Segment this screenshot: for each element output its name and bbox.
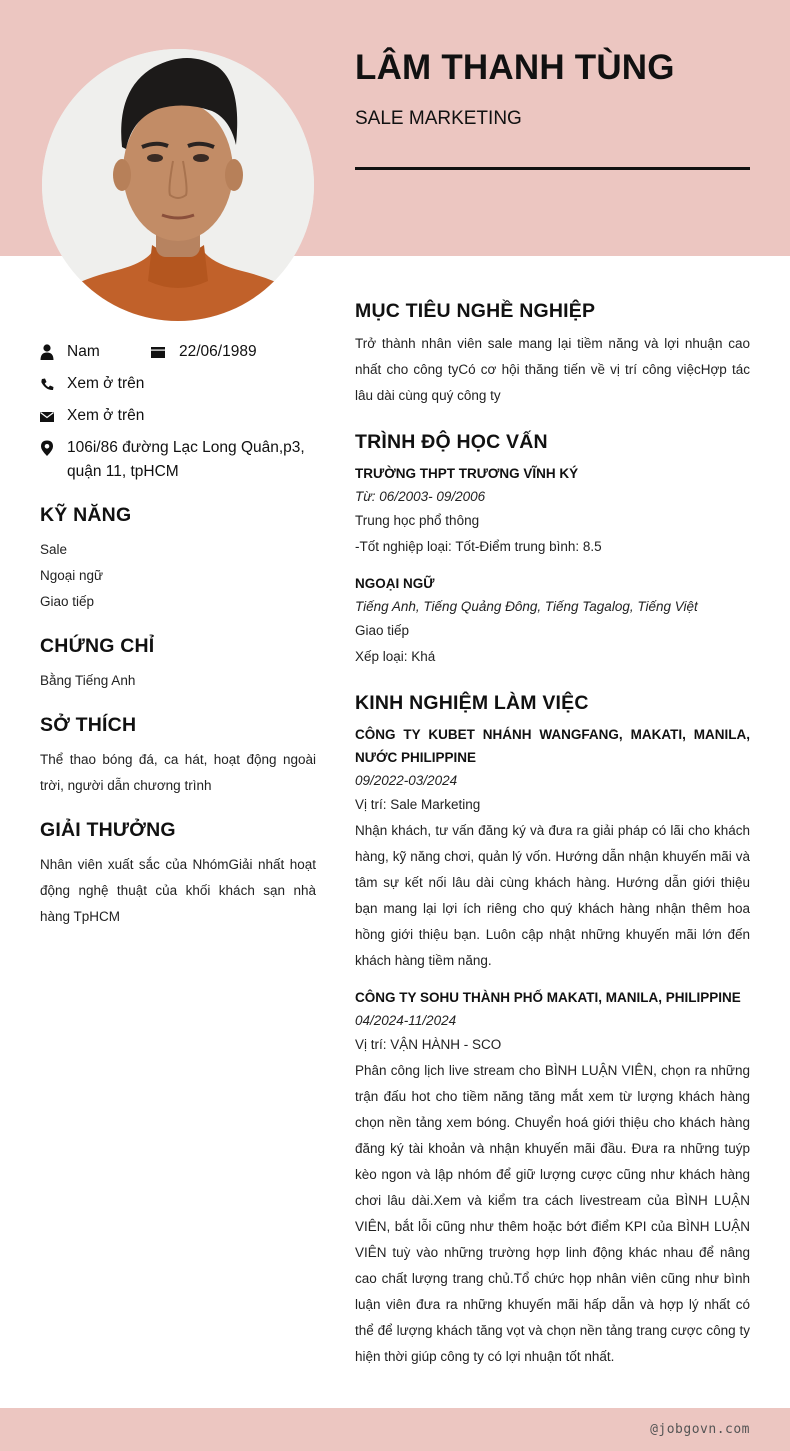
education-heading: TRÌNH ĐỘ HỌC VẤN bbox=[355, 431, 548, 453]
gender bbox=[40, 340, 150, 364]
email-text: Xem ở trên bbox=[67, 407, 145, 424]
skill-item: Sale bbox=[40, 542, 68, 557]
email bbox=[40, 404, 316, 428]
hobbies-text: Thể thao bóng đá, ca hát, hoạt động ngoài trời, người dẫn chương trình bbox=[40, 752, 316, 793]
birthday bbox=[150, 340, 257, 364]
gender-text: Nam bbox=[67, 343, 100, 360]
objective-text: Trở thành nhân viên sale mang lại tiềm năng và lợi nhuận cao nhất cho công tyCó cơ hội thăng tiến về vị trí công việcHợp tác lâu dài cùng quý công ty bbox=[355, 336, 750, 403]
address bbox=[40, 436, 316, 484]
certificate-item: Bằng Tiếng Anh bbox=[40, 673, 136, 688]
company-name: CÔNG TY KUBET NHÁNH WANGFANG, MAKATI, MANILA, NƯỚC PHILIPPINE bbox=[355, 727, 750, 765]
candidate-name: LÂM THANH TÙNG bbox=[355, 48, 675, 87]
hobbies-heading: SỞ THÍCH bbox=[40, 714, 137, 736]
birthday-text: 22/06/1989 bbox=[179, 343, 257, 360]
right-column bbox=[355, 300, 750, 1392]
objective-section bbox=[355, 300, 750, 409]
phone-text: Xem ở trên bbox=[67, 375, 145, 392]
experience-description: Nhận khách, tư vấn đăng ký và đưa ra giải pháp có lãi cho khách hàng, kỹ năng chơi, quản lý vốn. Hướng dẫn nhận khuyến mãi và tâm sự kết nối lâu dài cùng khách hàng. Hướng dẫn giới thiệu bạn mang lại lợi ích riêng cho quý khách hàng nhận thêm hoa hồng giới thiệu bạn. Luôn cập nhật những khuyến mãi lớn đến khách hàng tiềm năng. bbox=[355, 823, 750, 968]
experience-position: Vị trí: Sale Marketing bbox=[355, 797, 481, 812]
envelope-icon bbox=[40, 408, 54, 424]
skills-list bbox=[40, 537, 316, 615]
experience-entry bbox=[355, 986, 750, 1370]
avatar-portrait bbox=[42, 49, 314, 321]
awards-heading: GIẢI THƯỞNG bbox=[40, 819, 176, 841]
education-section bbox=[355, 431, 750, 670]
awards-text: Nhân viên xuất sắc của NhómGiải nhất hoạt động nghệ thuật của khối khách sạn nhà hàng TpHCM bbox=[40, 857, 316, 924]
experience-period: 04/2024-11/2024 bbox=[355, 1013, 457, 1028]
job-title: SALE MARKETING bbox=[355, 108, 522, 129]
education-period: Từ: 06/2003- 09/2006 bbox=[355, 489, 486, 504]
calendar-icon bbox=[150, 344, 166, 360]
experience-position: Vị trí: VẬN HÀNH - SCO bbox=[355, 1037, 502, 1052]
school-name: TRƯỜNG THPT TRƯƠNG VĨNH KÝ bbox=[355, 466, 579, 481]
skills-heading: KỸ NĂNG bbox=[40, 504, 132, 526]
title-divider bbox=[355, 167, 750, 170]
address-text: 106i/86 đường Lạc Long Quân,p3, quận 11, tpHCM bbox=[67, 439, 305, 480]
left-column bbox=[40, 340, 316, 930]
experience-description: Phân công lịch live stream cho BÌNH LUẬN VIÊN, chọn ra những trận đấu hot cho tiềm năng tăng mắt xem từ lượng khách hàng chọn nền tảng xem bóng. Chuyển hoá giới thiệu cho khách hàng đăng ký tài khoản và nhận khuyến mãi đầu. Đưa ra những tuýp kèo ngon và lập nhóm để giữ lượng cược cũng như khách hàng chơi lâu dài.Xem và kiểm tra cách livestream của BÌNH LUẬN VIÊN, bắt lỗi cũng như thêm hoặc bớt điểm KPI của BÌNH LUẬN VIÊN tuỳ vào những trường hợp linh động khác nhau để nâng cao chất lượng trang chủ.Tổ chức họp nhân viên cũng như bình luận viên đưa ra những khuyến mãi hấp dẫn và hợp lý nhất có thể để lượng khách tăng vọt và chọn nền tảng trang cược công ty hiện thời giúp công ty có lợi nhuận tốt nhất. bbox=[355, 1063, 750, 1364]
education-entry bbox=[355, 462, 750, 560]
education-line: Giao tiếp bbox=[355, 623, 410, 638]
language-heading: NGOẠI NGỮ bbox=[355, 576, 435, 591]
experience-entry bbox=[355, 723, 750, 974]
person-icon bbox=[40, 344, 54, 360]
experience-period: 09/2022-03/2024 bbox=[355, 773, 458, 788]
education-line: Trung học phổ thông bbox=[355, 513, 480, 528]
avatar bbox=[42, 49, 314, 321]
footer-watermark: @jobgovn.com bbox=[650, 1422, 750, 1437]
skill-item: Giao tiếp bbox=[40, 594, 95, 609]
phone-icon bbox=[40, 376, 54, 392]
education-entry bbox=[355, 572, 750, 670]
experience-section bbox=[355, 692, 750, 1370]
certificates-heading: CHỨNG CHỈ bbox=[40, 635, 155, 657]
location-pin-icon bbox=[40, 440, 54, 456]
company-name: CÔNG TY SOHU THÀNH PHỐ MAKATI, MANILA, PHILIPPINE bbox=[355, 990, 741, 1005]
language-list: Tiếng Anh, Tiếng Quảng Đông, Tiếng Tagalog, Tiếng Việt bbox=[355, 599, 698, 614]
experience-heading: KINH NGHIỆM LÀM VIỆC bbox=[355, 692, 589, 714]
gender-birthday-row bbox=[40, 340, 316, 364]
skill-item: Ngoại ngữ bbox=[40, 568, 104, 583]
education-line: -Tốt nghiệp loại: Tốt-Điểm trung bình: 8.5 bbox=[355, 539, 602, 554]
objective-heading: MỤC TIÊU NGHỀ NGHIỆP bbox=[355, 300, 596, 322]
phone bbox=[40, 372, 316, 396]
education-line: Xếp loại: Khá bbox=[355, 649, 436, 664]
